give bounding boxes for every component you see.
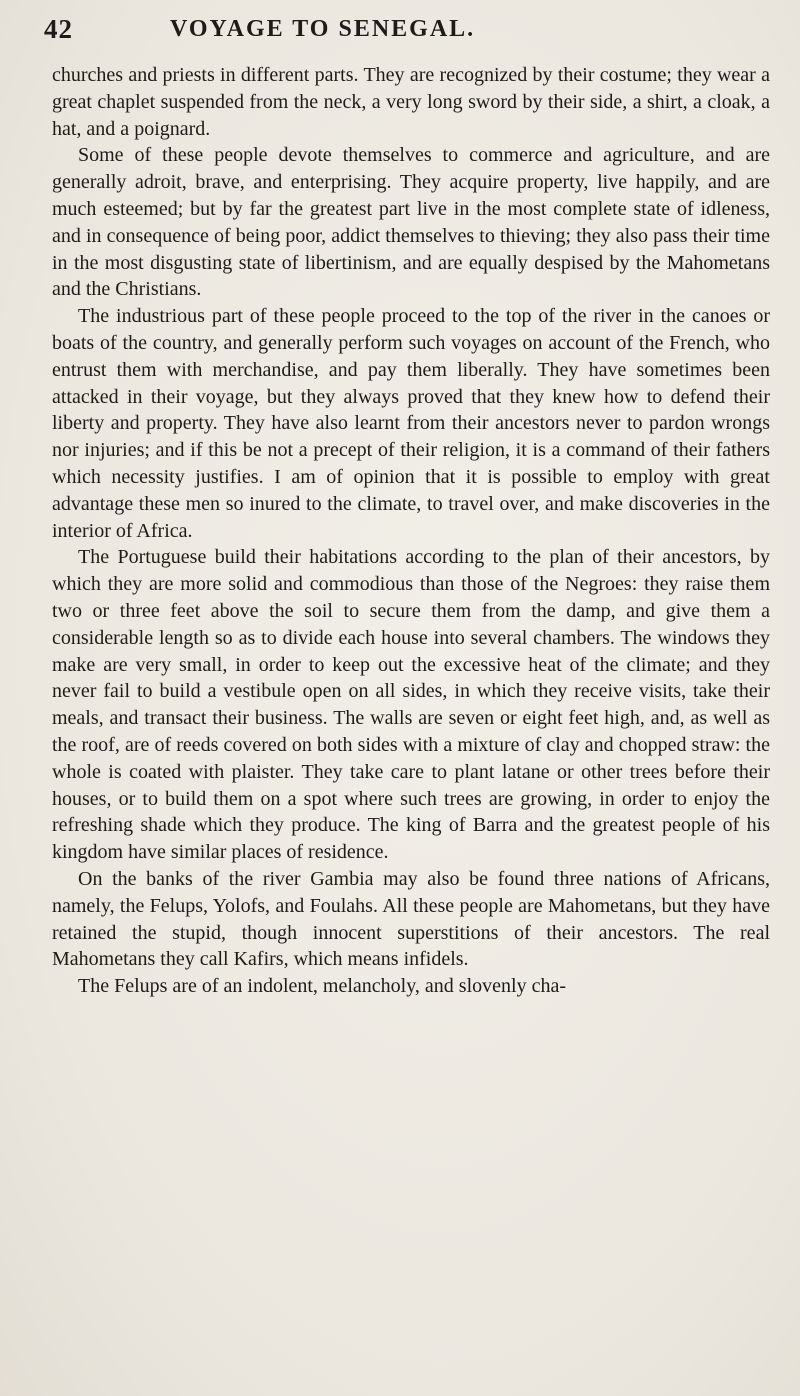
paragraph: On the banks of the river Gambia may also be found three nations of Africans, namely, the Felups, Yolofs, and Foulahs. All these people are Mahometans, but they have retained the stupid, though innocent superstitions of their ancestors. The real Mahometans they call Kafirs, which means infidels. [52,867,770,971]
body-text [52,62,770,1000]
paragraph-continued: churches and priests in different parts. They are recognized by their costume; they wear a great chaplet suspended from the neck, a very long sword by their side, a shirt, a cloak, a hat, and a poignard. [52,64,770,140]
paragraph: The Felups are of an indolent, melancholy, and slovenly cha- [78,975,566,998]
page-number: 42 [44,14,73,44]
page-header [44,10,604,50]
paragraph: The industrious part of these people proceed to the top of the river in the canoes or boats of the country, and generally perform such voyages on account of the French, who entrust them with merchandise, and pay them liberally. They have sometimes been attacked in their voyage, but they always proved that they knew how to defend their liberty and property. They have also learnt from their ancestors never to pardon wrongs nor injuries; and if this be not a precept of their religion, it is a command of their fathers which necessity justifies. I am of opinion that it is possible to employ with great advantage these men so inured to the climate, to travel over, and make discoveries in the interior of Africa. [52,305,770,542]
paragraph: The Portuguese build their habitations according to the plan of their ancestors, by which they are more solid and commodious than those of the Negroes: they raise them two or three feet above the soil to secure them from the damp, and give them a considerable length so as to divide each house into several chambers. The windows they make are very small, in order to keep out the excessive heat of the climate; and they never fail to build a vestibule open on all sides, in which they receive visits, take their meals, and transact their business. The walls are seven or eight feet high, and, as well as the roof, are of reeds covered on both sides with a mixture of clay and chopped straw: the whole is coated with plaister. They take care to plant latane or other trees before their houses, or to build them on a spot where such trees are growing, in order to enjoy the refreshing shade which they produce. The king of Barra and the greatest people of his kingdom have similar places of residence. [52,546,770,864]
paragraph: Some of these people devote themselves to commerce and agriculture, and are generally adroit, brave, and enterprising. They acquire property, live happily, and are much esteemed; but by far the greatest part live in the most complete state of idleness, and in consequence of being poor, addict themselves to thieving; they also pass their time in the most disgusting state of libertinism, and are equally despised by the Mahometans and the Christians. [52,144,770,301]
running-head: VOYAGE TO SENEGAL. [170,16,476,42]
